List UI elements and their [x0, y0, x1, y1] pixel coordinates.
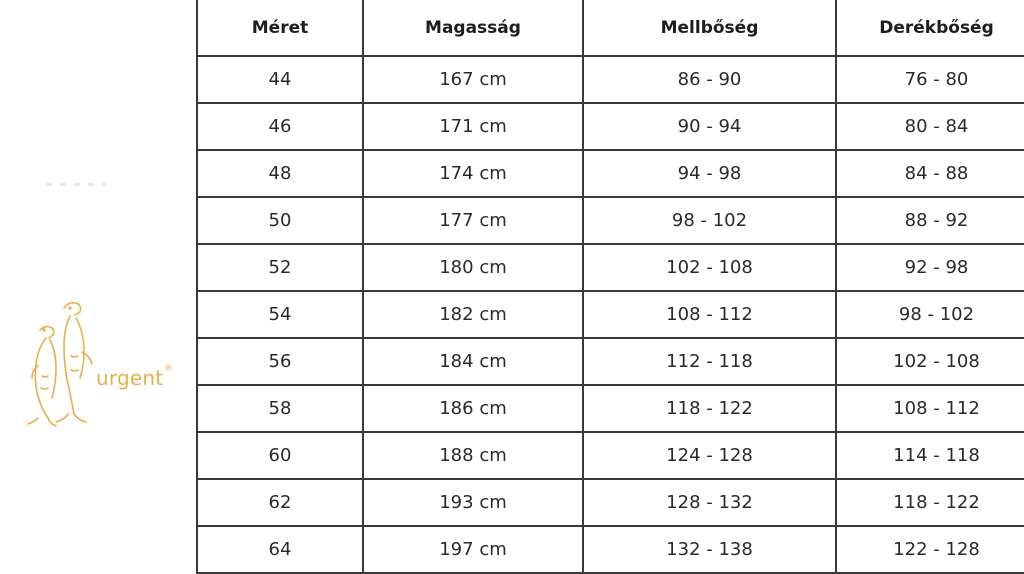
table-row	[197, 244, 1024, 291]
cell-size: 46	[197, 103, 363, 150]
table-header-row	[197, 0, 1024, 56]
brand-wordmark	[96, 366, 173, 390]
cell-size: 56	[197, 338, 363, 385]
table-row	[197, 150, 1024, 197]
cell-chest: 112 - 118	[583, 338, 836, 385]
cell-height: 186 cm	[363, 385, 583, 432]
cell-size: 50	[197, 197, 363, 244]
table-row	[197, 338, 1024, 385]
registered-mark: ®	[164, 364, 174, 374]
cell-height: 177 cm	[363, 197, 583, 244]
cell-chest: 108 - 112	[583, 291, 836, 338]
cell-height: 193 cm	[363, 479, 583, 526]
cell-size: 52	[197, 244, 363, 291]
table-row	[197, 291, 1024, 338]
cell-height: 167 cm	[363, 56, 583, 103]
cell-chest: 94 - 98	[583, 150, 836, 197]
header-waist: Derékbőség	[836, 0, 1024, 56]
cell-size: 54	[197, 291, 363, 338]
cell-size: 60	[197, 432, 363, 479]
cell-waist: 102 - 108	[836, 338, 1024, 385]
cell-chest: 86 - 90	[583, 56, 836, 103]
cell-waist: 98 - 102	[836, 291, 1024, 338]
cell-size: 64	[197, 526, 363, 573]
table-row	[197, 526, 1024, 573]
cell-chest: 102 - 108	[583, 244, 836, 291]
cell-size: 44	[197, 56, 363, 103]
cell-size: 62	[197, 479, 363, 526]
table-row	[197, 432, 1024, 479]
cell-height: 188 cm	[363, 432, 583, 479]
cell-waist: 76 - 80	[836, 56, 1024, 103]
cell-waist: 84 - 88	[836, 150, 1024, 197]
cell-height: 171 cm	[363, 103, 583, 150]
brand-name: urgent	[96, 366, 164, 390]
header-size: Méret	[197, 0, 363, 56]
cell-waist: 118 - 122	[836, 479, 1024, 526]
cell-waist: 92 - 98	[836, 244, 1024, 291]
cell-height: 182 cm	[363, 291, 583, 338]
header-chest: Mellbőség	[583, 0, 836, 56]
cell-height: 180 cm	[363, 244, 583, 291]
header-height: Magasság	[363, 0, 583, 56]
cell-chest: 90 - 94	[583, 103, 836, 150]
table-row	[197, 197, 1024, 244]
cell-waist: 88 - 92	[836, 197, 1024, 244]
size-chart-table	[196, 0, 1024, 574]
cell-chest: 124 - 128	[583, 432, 836, 479]
cell-waist: 114 - 118	[836, 432, 1024, 479]
cell-chest: 132 - 138	[583, 526, 836, 573]
cell-height: 174 cm	[363, 150, 583, 197]
meerkat-pair-icon	[24, 296, 104, 436]
cell-size: 58	[197, 385, 363, 432]
cell-waist: 80 - 84	[836, 103, 1024, 150]
decorative-speck	[46, 183, 106, 186]
cell-waist: 108 - 112	[836, 385, 1024, 432]
cell-height: 197 cm	[363, 526, 583, 573]
cell-chest: 98 - 102	[583, 197, 836, 244]
cell-chest: 128 - 132	[583, 479, 836, 526]
table-row	[197, 56, 1024, 103]
table-row	[197, 479, 1024, 526]
table-row	[197, 385, 1024, 432]
cell-height: 184 cm	[363, 338, 583, 385]
cell-chest: 118 - 122	[583, 385, 836, 432]
cell-size: 48	[197, 150, 363, 197]
brand-logo	[24, 296, 194, 436]
cell-waist: 122 - 128	[836, 526, 1024, 573]
table-row	[197, 103, 1024, 150]
